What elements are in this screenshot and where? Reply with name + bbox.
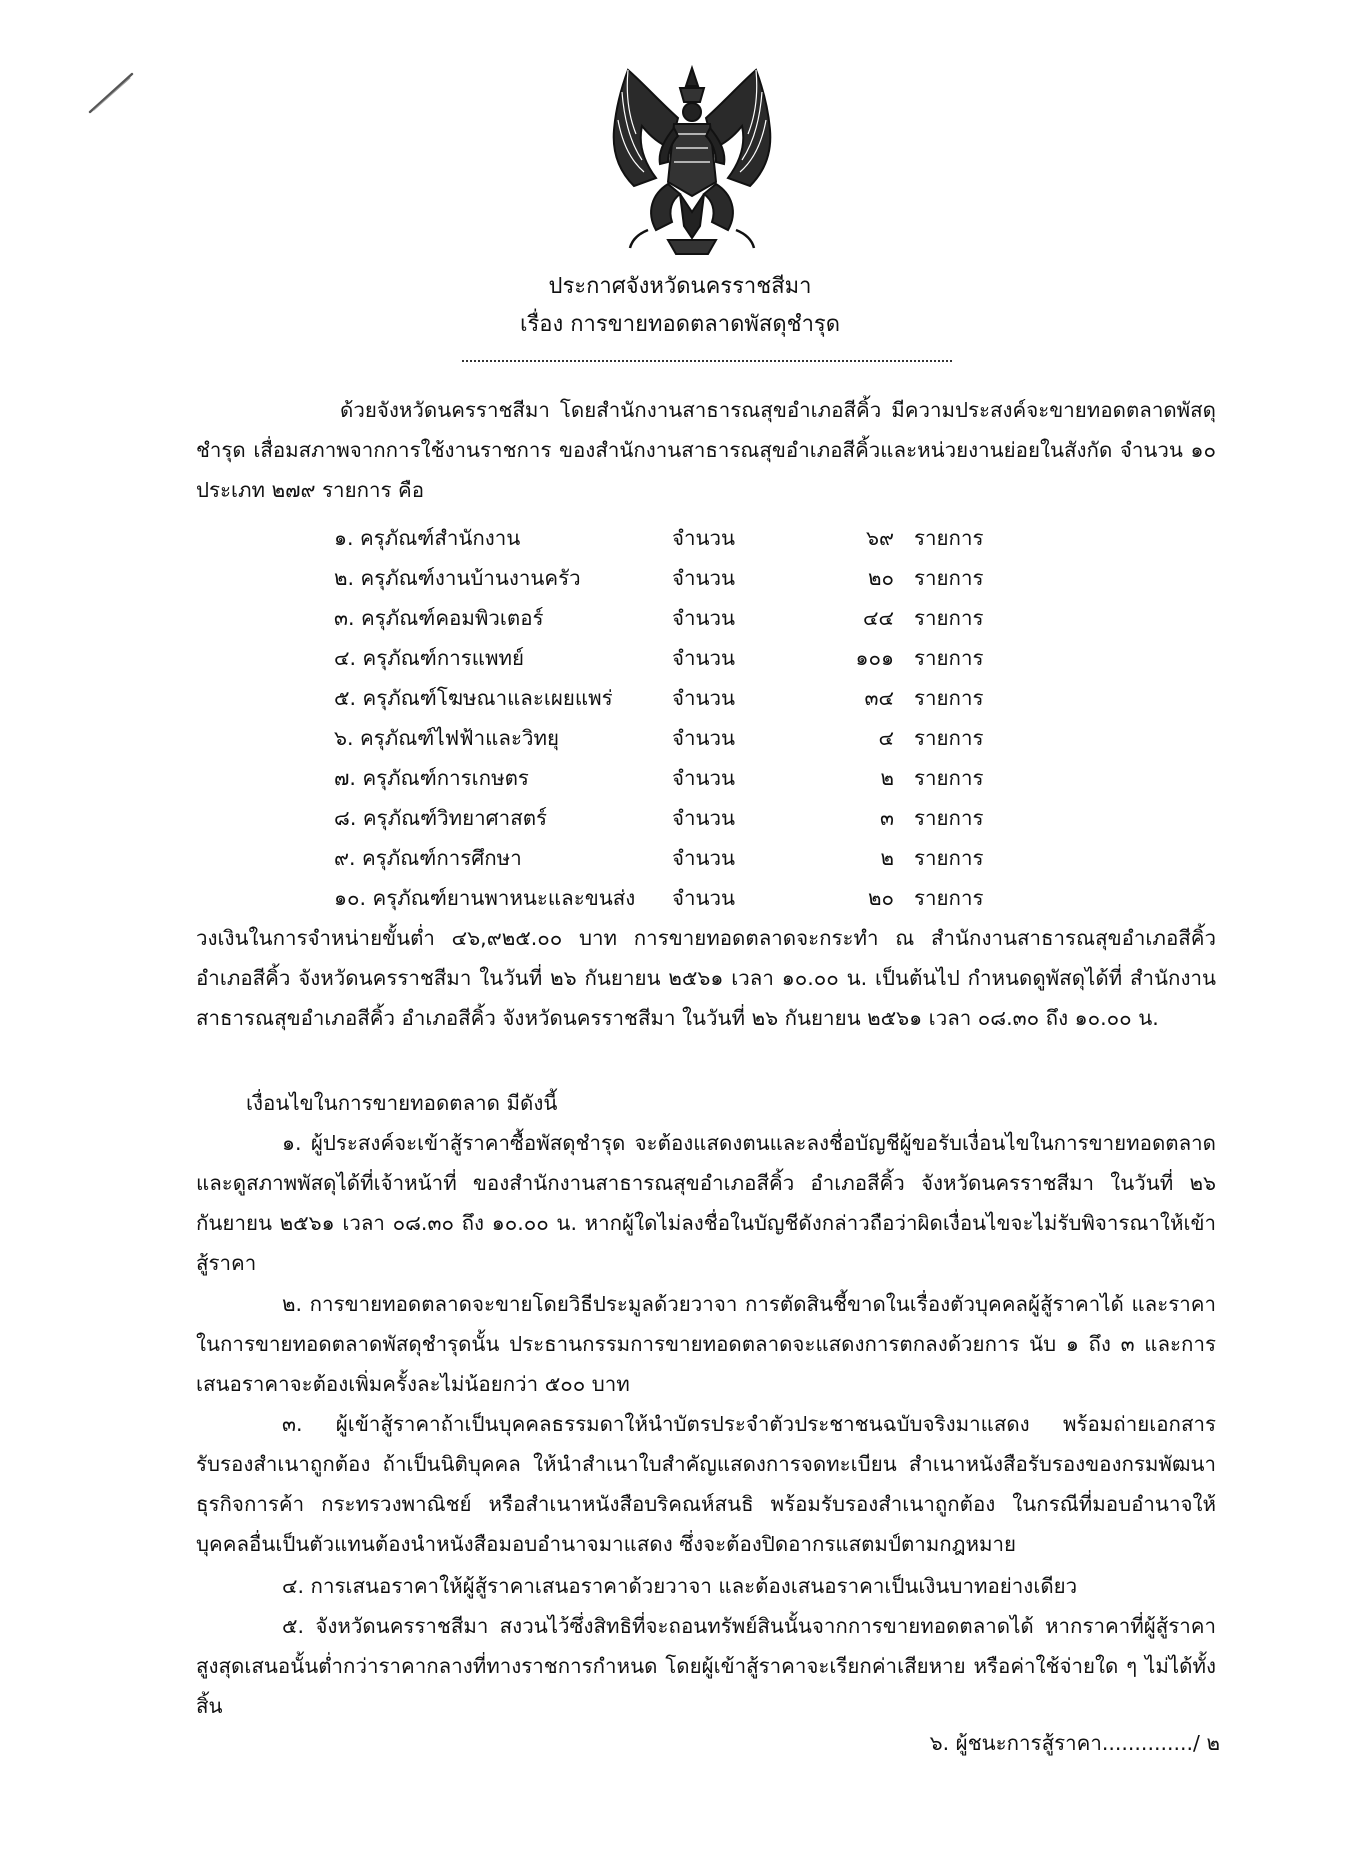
item-label: ๑. ครุภัณฑ์สำนักงาน [334, 526, 521, 550]
item-count: ๑๐๑ [855, 646, 894, 670]
item-unit: รายการ [914, 566, 984, 590]
item-quantity-label: จำนวน [672, 646, 736, 670]
item-label: ๙. ครุภัณฑ์การศึกษา [334, 846, 522, 870]
item-label: ๘. ครุภัณฑ์วิทยาศาสตร์ [334, 806, 548, 830]
item-unit: รายการ [914, 686, 984, 710]
intro-paragraph: ด้วยจังหวัดนครราชสีมา โดยสำนักงานสาธารณสุขอำเภอสีคิ้ว มีความประสงค์จะขายทอดตลาดพัสดุชำรุด เสื่อมสภาพจากการใช้งานราชการ ของสำนักงานสาธารณสุขอำเภอสีคิ้วและหน่วยงานย่อยในสังกัด จำนวน ๑๐ ประเภท ๒๗๙ รายการ คือ [196, 398, 1216, 502]
announcement-title: ประกาศจังหวัดนครราชสีมา [548, 274, 812, 299]
condition-paragraph: ๑. ผู้ประสงค์จะเข้าสู้ราคาซื้อพัสดุชำรุด จะต้องแสดงตนและลงชื่อบัญชีผู้ขอรับเงื่อนไขในการขายทอดตลาดและดูสภาพพัสดุได้ที่เจ้าหน้าที่ ของสำนักงานสาธารณสุขอำเภอสีคิ้ว อำเภอสีคิ้ว จังหวัดนครราชสีมา ในวันที่ ๒๖ กันยายน ๒๕๖๑ เวลา ๐๘.๓๐ ถึง ๑๐.๐๐ น. หากผู้ใดไม่ลงชื่อในบัญชีดังกล่าวถือว่าผิดเงื่อนไขจะไม่รับพิจารณาให้เข้าสู้ราคา [196, 1131, 1216, 1275]
item-count: ๔๔ [862, 606, 894, 630]
conditions-heading: เงื่อนไขในการขายทอดตลาด มีดังนี้ [246, 1091, 558, 1115]
condition-paragraph: ๓. ผู้เข้าสู้ราคาถ้าเป็นบุคคลธรรมดาให้นำบัตรประจำตัวประชาชนฉบับจริงมาแสดง พร้อมถ่ายเอกสารรับรองสำเนาถูกต้อง ถ้าเป็นนิติบุคคล ให้นำสำเนาใบสำคัญแสดงการจดทะเบียน สำเนาหนังสือรับรองของกรมพัฒนาธุรกิจการค้า กระทรวงพาณิชย์ หรือสำเนาหนังสือบริคณห์สนธิ พร้อมรับรองสำเนาถูกต้อง ในกรณีที่มอบอำนาจให้บุคคลอื่นเป็นตัวแทนต้องนำหนังสือมอบอำนาจมาแสดง ซึ่งจะต้องปิดอากรแสตมป์ตามกฎหมาย [196, 1412, 1216, 1556]
continuation-footer: ๖. ผู้ชนะการสู้ราคา............../ ๒ [929, 1731, 1220, 1755]
item-quantity-label: จำนวน [672, 606, 736, 630]
item-quantity-label: จำนวน [672, 846, 736, 870]
list-item [334, 758, 994, 798]
item-quantity-label: จำนวน [672, 686, 736, 710]
list-item [334, 598, 994, 638]
item-unit: รายการ [914, 606, 984, 630]
list-item [334, 718, 994, 758]
item-quantity-label: จำนวน [672, 886, 736, 910]
list-item [334, 558, 994, 598]
item-quantity-label: จำนวน [672, 526, 736, 550]
item-count: ๔ [878, 726, 894, 750]
item-quantity-label: จำนวน [672, 726, 736, 750]
garuda-emblem-icon [608, 62, 776, 262]
item-quantity-label: จำนวน [672, 806, 736, 830]
item-count: ๓๔ [864, 686, 894, 710]
list-item [334, 638, 994, 678]
item-quantity-label: จำนวน [672, 766, 736, 790]
item-label: ๒. ครุภัณฑ์งานบ้านงานครัว [334, 566, 581, 590]
condition-paragraph: ๔. การเสนอราคาให้ผู้สู้ราคาเสนอราคาด้วยวาจา และต้องเสนอราคาเป็นเงินบาทอย่างเดียว [282, 1574, 1078, 1598]
item-unit: รายการ [914, 646, 984, 670]
item-count: ๒๐ [867, 886, 894, 910]
item-label: ๓. ครุภัณฑ์คอมพิวเตอร์ [334, 606, 544, 630]
item-quantity-label: จำนวน [672, 566, 736, 590]
item-label: ๔. ครุภัณฑ์การแพทย์ [334, 646, 525, 670]
item-unit: รายการ [914, 766, 984, 790]
list-item [334, 798, 994, 838]
item-unit: รายการ [914, 886, 984, 910]
item-label: ๕. ครุภัณฑ์โฆษณาและเผยแพร่ [334, 686, 613, 710]
item-label: ๗. ครุภัณฑ์การเกษตร [334, 766, 529, 790]
item-count: ๒ [880, 766, 894, 790]
item-unit: รายการ [914, 846, 984, 870]
item-count: ๒ [880, 846, 894, 870]
item-unit: รายการ [914, 726, 984, 750]
pen-stroke-mark [86, 70, 136, 116]
auction-details-paragraph: วงเงินในการจำหน่ายขั้นต่ำ ๔๖,๙๒๕.๐๐ บาท การขายทอดตลาดจะกระทำ ณ สำนักงานสาธารณสุขอำเภอสีคิ้ว อำเภอสีคิ้ว จังหวัดนครราชสีมา ในวันที่ ๒๖ กันยายน ๒๕๖๑ เวลา ๑๐.๐๐ น. เป็นต้นไป กำหนดดูพัสดุได้ที่ สำนักงานสาธารณสุขอำเภอสีคิ้ว อำเภอสีคิ้ว จังหวัดนครราชสีมา ในวันที่ ๒๖ กันยายน ๒๕๖๑ เวลา ๐๘.๓๐ ถึง ๑๐.๐๐ น. [196, 926, 1216, 1030]
list-item [334, 518, 994, 558]
list-item [334, 678, 994, 718]
dotted-separator [462, 360, 952, 362]
item-unit: รายการ [914, 806, 984, 830]
item-count: ๖๙ [865, 526, 894, 550]
list-item [334, 878, 994, 918]
item-count: ๒๐ [867, 566, 894, 590]
item-list [334, 518, 994, 918]
item-label: ๑๐. ครุภัณฑ์ยานพาหนะและขนส่ง [334, 886, 636, 910]
condition-paragraph: ๒. การขายทอดตลาดจะขายโดยวิธีประมูลด้วยวาจา การตัดสินชี้ขาดในเรื่องตัวบุคคลผู้สู้ราคาได้ และราคาในการขายทอดตลาดพัสดุชำรุดนั้น ประธานกรรมการขายทอดตลาดจะแสดงการตกลงด้วยการ นับ ๑ ถึง ๓ และการเสนอราคาจะต้องเพิ่มครั้งละไม่น้อยกว่า ๕๐๐ บาท [196, 1292, 1216, 1396]
condition-paragraph: ๕. จังหวัดนครราชสีมา สงวนไว้ซึ่งสิทธิที่จะถอนทรัพย์สินนั้นจากการขายทอดตลาดได้ หากราคาที่ผู้สู้ราคาสูงสุดเสนอนั้นต่ำกว่าราคากลางที่ทางราชการกำหนด โดยผู้เข้าสู้ราคาจะเรียกค่าเสียหาย หรือค่าใช้จ่ายใด ๆ ไม่ได้ทั้งสิ้น [196, 1614, 1216, 1718]
announcement-subject: เรื่อง การขายทอดตลาดพัสดุชำรุด [519, 312, 841, 337]
item-label: ๖. ครุภัณฑ์ไฟฟ้าและวิทยุ [334, 726, 559, 750]
item-count: ๓ [879, 806, 894, 830]
list-item [334, 838, 994, 878]
item-unit: รายการ [914, 526, 984, 550]
